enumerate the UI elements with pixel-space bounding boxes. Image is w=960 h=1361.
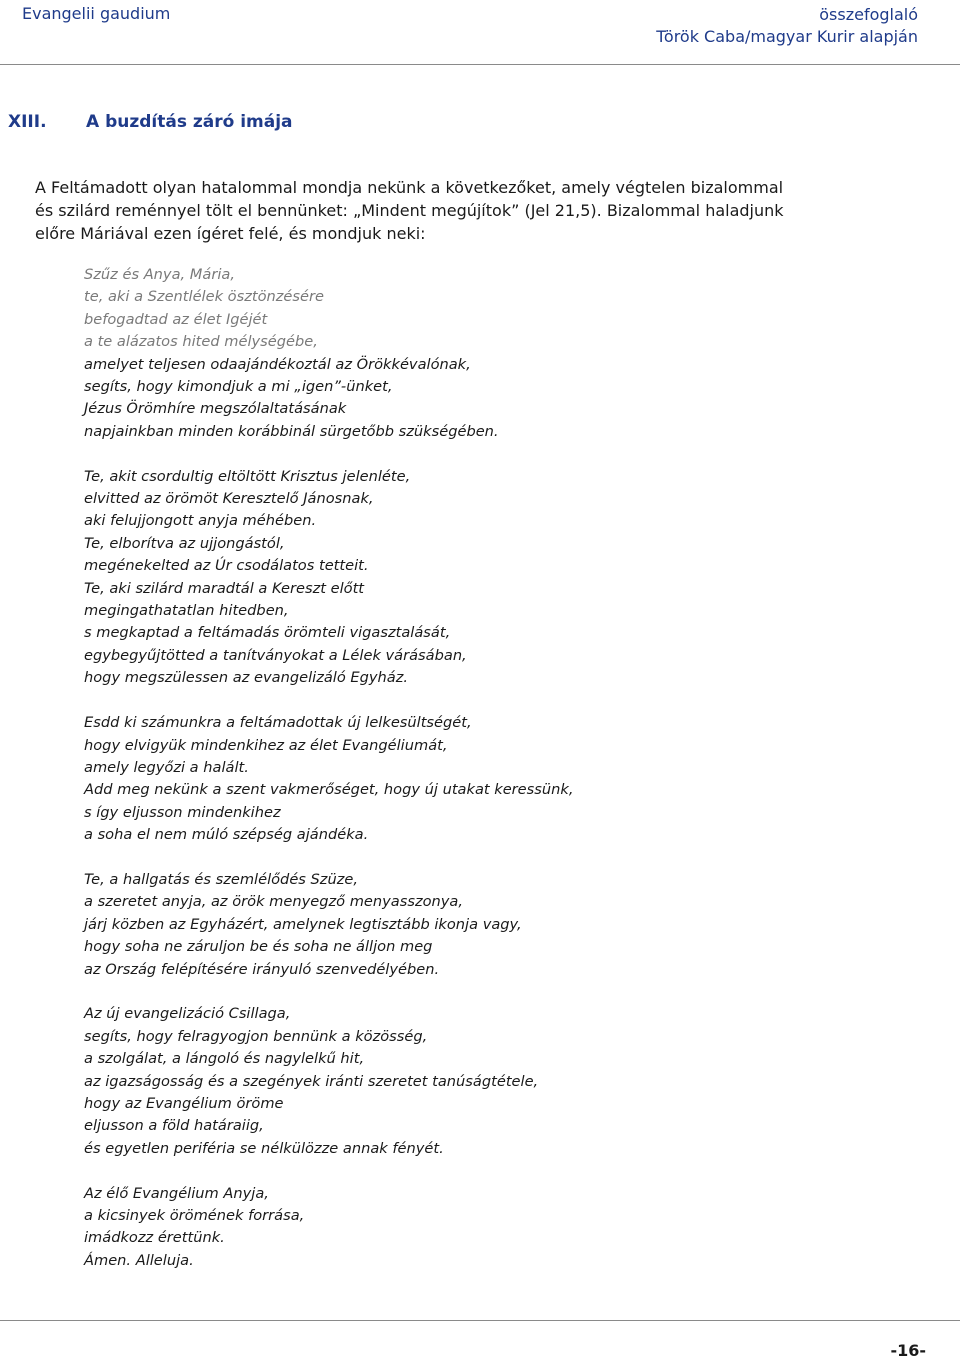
prayer-line: hogy az Evangélium öröme xyxy=(84,1094,284,1112)
section-heading xyxy=(8,112,293,132)
prayer-line: Ámen. Alleluja. xyxy=(84,1251,194,1269)
header-summary-note xyxy=(656,4,918,48)
prayer-line: aki felujjongott anyja méhében. xyxy=(84,512,317,530)
intro-line: és szilárd reménnyel tölt el bennünket: „Mindent megújítok” (Jel 21,5). Bizalommal haladjunk xyxy=(35,201,784,220)
prayer-stanza xyxy=(84,869,944,981)
prayer-line: Az új evangelizáció Csillaga, xyxy=(84,1005,291,1023)
footer-divider xyxy=(0,1320,960,1321)
prayer-line: megingathatatlan hitedben, xyxy=(84,602,289,620)
section-title: A buzdítás záró imája xyxy=(86,112,293,132)
prayer-line: hogy megszülessen az evangelizáló Egyház. xyxy=(84,669,409,687)
prayer-line: Az élő Evangélium Anyja, xyxy=(84,1184,269,1202)
prayer-line: a kicsinyek örömének forrása, xyxy=(84,1206,305,1224)
prayer-line: eljusson a föld határaiig, xyxy=(84,1117,264,1135)
prayer-line: imádkozz érettünk. xyxy=(84,1229,225,1247)
prayer-stanza xyxy=(84,1003,944,1160)
prayer-line: Te, a hallgatás és szemlélődés Szüze, xyxy=(84,870,358,888)
prayer-stanza xyxy=(84,1183,944,1273)
intro-line: előre Máriával ezen ígéret felé, és mondjuk neki: xyxy=(35,224,426,243)
prayer-stanza xyxy=(84,466,944,690)
prayer-line: az Ország felépítésére irányuló szenvedélyében. xyxy=(84,960,440,978)
prayer-line: Szűz és Anya, Mária, xyxy=(84,266,235,283)
prayer-line: s megkaptad a feltámadás örömteli vigasztalását, xyxy=(84,624,451,642)
prayer-line: a soha el nem múló szépség ajándéka. xyxy=(84,826,369,844)
prayer-line: a te alázatos hited mélységébe, xyxy=(84,333,318,351)
prayer-line: Te, elborítva az ujjongástól, xyxy=(84,534,285,552)
prayer-line: Te, aki szilárd maradtál a Kereszt előtt xyxy=(84,579,365,597)
prayer-line: a szolgálat, a lángoló és nagylelkű hit, xyxy=(84,1050,365,1068)
prayer-line: amelyet teljesen odaajándékoztál az Örökkévalónak, xyxy=(84,355,471,373)
prayer-line: és egyetlen periféria se nélkülözze annak fényét. xyxy=(84,1139,444,1157)
intro-line: A Feltámadott olyan hatalommal mondja nekünk a következőket, amely végtelen bizalommal xyxy=(35,178,784,197)
prayer-line: amely legyőzi a halált. xyxy=(84,758,249,776)
prayer-line: napjainkban minden korábbinál sürgetőbb szükségében. xyxy=(84,422,499,440)
prayer-line: segíts, hogy kimondjuk a mi „igen”-ünket, xyxy=(84,378,393,396)
intro-paragraph xyxy=(35,176,935,245)
prayer-line: s így eljusson mindenkihez xyxy=(84,803,281,821)
prayer-line: befogadtad az élet Igéjét xyxy=(84,310,268,328)
prayer-line: te, aki a Szentlélek ösztönzésére xyxy=(84,288,324,306)
header-divider xyxy=(0,64,960,65)
prayer-line: Te, akit csordultig eltöltött Krisztus jelenléte, xyxy=(84,467,411,485)
header-source-label: Török Caba/magyar Kurir alapján xyxy=(656,27,918,46)
prayer-line: megénekelted az Úr csodálatos tetteit. xyxy=(84,557,369,575)
prayer-line: Add meg nekünk a szent vakmerőséget, hogy új utakat keressünk, xyxy=(84,781,574,799)
prayer-text xyxy=(84,264,944,1295)
prayer-line: segíts, hogy felragyogjon bennünk a közösség, xyxy=(84,1027,428,1045)
prayer-line: elvitted az örömöt Keresztelő Jánosnak, xyxy=(84,490,374,508)
header-summary-label: összefoglaló xyxy=(819,5,918,24)
prayer-stanza xyxy=(84,712,944,846)
page-number: -16- xyxy=(890,1341,926,1360)
header-document-title: Evangelii gaudium xyxy=(22,4,171,23)
prayer-stanza xyxy=(84,264,944,443)
prayer-line: Esdd ki számunkra a feltámadottak új lelkesültségét, xyxy=(84,714,472,732)
prayer-line: az igazságosság és a szegények iránti szeretet tanúságtétele, xyxy=(84,1072,539,1090)
prayer-line: egybegyűjtötted a tanítványokat a Lélek várásában, xyxy=(84,646,467,664)
prayer-line: járj közben az Egyházért, amelynek legtisztább ikonja vagy, xyxy=(84,915,522,933)
prayer-line: Jézus Örömhíre megszólaltatásának xyxy=(84,400,347,418)
section-number: XIII. xyxy=(8,112,47,132)
prayer-line: a szeretet anyja, az örök menyegző menyasszonya, xyxy=(84,893,463,911)
prayer-line: hogy elvigyük mindenkihez az élet Evangéliumát, xyxy=(84,736,448,754)
prayer-line: hogy soha ne záruljon be és soha ne álljon meg xyxy=(84,938,433,956)
